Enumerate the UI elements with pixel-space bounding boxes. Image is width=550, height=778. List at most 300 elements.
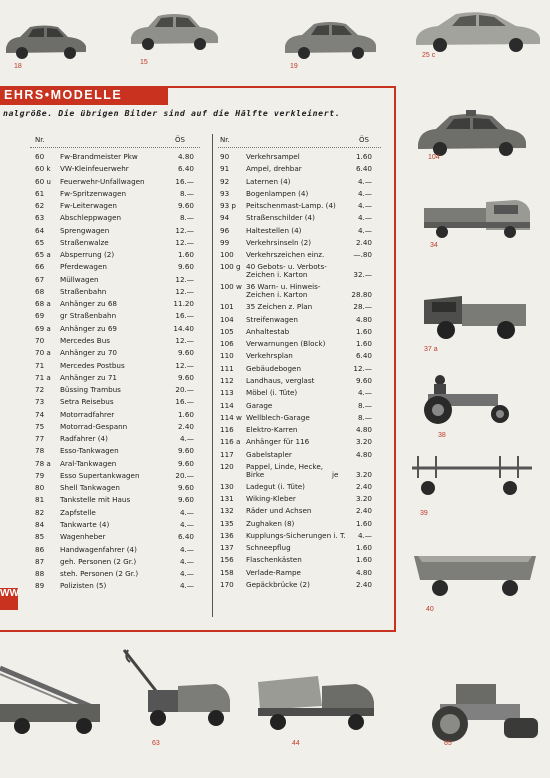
price-row xyxy=(220,424,372,436)
item-number: 84 xyxy=(35,519,45,529)
section-banner xyxy=(0,86,168,105)
item-price: 4.— xyxy=(179,544,194,554)
price-row xyxy=(35,360,195,372)
model-photo-ladder-truck xyxy=(0,648,112,738)
item-price: 4.80 xyxy=(177,152,194,161)
price-row xyxy=(35,249,195,261)
item-price: 4.— xyxy=(357,201,372,211)
photo-label: 15 xyxy=(140,59,148,66)
item-number: 135 xyxy=(220,518,234,528)
item-number: 106 xyxy=(220,339,234,349)
item-name: Verkehrsplan xyxy=(246,351,293,361)
item-name: VW-Kleinfeuerwehr xyxy=(60,164,129,174)
item-name: Anhänger zu 71 xyxy=(60,372,117,382)
item-number: 64 xyxy=(35,225,45,235)
item-number: 131 xyxy=(220,494,234,504)
item-price: 4.80 xyxy=(355,449,372,459)
price-row xyxy=(220,163,372,175)
price-row xyxy=(220,542,372,554)
item-name: Pferdewagen xyxy=(60,262,107,272)
item-price: 2.40 xyxy=(355,237,372,247)
col-nr-left: Nr. xyxy=(35,136,45,144)
item-name: Wellblech-Garage xyxy=(246,412,310,422)
item-price: 32.— xyxy=(353,270,372,280)
item-name: Anhänger zu 70 xyxy=(60,348,117,358)
item-name: Flaschenkästen xyxy=(246,555,302,565)
photo-label: 104 xyxy=(428,154,440,161)
price-row xyxy=(35,237,195,249)
price-row xyxy=(35,396,195,408)
item-number: 100 w xyxy=(220,282,242,292)
item-name: Handwagenfahrer (4) xyxy=(60,544,137,554)
item-price: 12.— xyxy=(175,225,194,235)
item-name: Tankwarte (4) xyxy=(60,519,110,529)
item-name: Mercedes Bus xyxy=(60,335,111,345)
item-number: 67 xyxy=(35,274,45,284)
item-name: Motorrad-Gespann xyxy=(60,421,128,431)
item-number: 60 u xyxy=(35,176,51,186)
price-row xyxy=(220,554,372,566)
col-nr-right: Nr. xyxy=(220,136,230,144)
item-price: 28.— xyxy=(353,302,372,312)
item-name: Gabelstapler xyxy=(246,449,292,459)
item-price: 4.— xyxy=(357,176,372,186)
item-name: Sprengwagen xyxy=(60,225,110,235)
price-row xyxy=(220,518,372,530)
price-row xyxy=(35,176,195,188)
item-number: 61 xyxy=(35,188,45,198)
photo-label: 63 xyxy=(152,740,160,747)
item-price: 20.— xyxy=(175,470,194,480)
price-row xyxy=(35,225,195,237)
model-photo-trailer-40 xyxy=(410,548,542,608)
item-price: 9.60 xyxy=(177,495,194,505)
price-row xyxy=(35,421,195,433)
item-number: 110 xyxy=(220,351,234,361)
photo-label: 38 xyxy=(438,432,446,439)
price-row xyxy=(220,579,372,591)
item-price: 2.40 xyxy=(355,579,372,589)
item-number: 156 xyxy=(220,555,234,565)
item-name: Zapfstelle xyxy=(60,507,96,517)
item-number: 100 g xyxy=(220,262,241,272)
item-number: 92 xyxy=(220,176,230,186)
price-row xyxy=(220,481,372,493)
price-row xyxy=(220,350,372,362)
item-number: 116 xyxy=(220,425,234,435)
item-name: geh. Personen (2 Gr.) xyxy=(60,556,137,566)
header-rule-right xyxy=(218,147,381,148)
item-number: 71 a xyxy=(35,372,51,382)
photo-label: 40 xyxy=(426,606,434,613)
item-number: 105 xyxy=(220,326,234,336)
item-number: 116 a xyxy=(220,437,241,447)
price-row xyxy=(220,212,372,224)
item-name: Fw-Brandmeister Pkw xyxy=(60,152,138,161)
item-number: 87 xyxy=(35,556,45,566)
item-price: 1.60 xyxy=(355,339,372,349)
price-row xyxy=(35,544,195,556)
price-row xyxy=(35,188,195,200)
item-number: 136 xyxy=(220,530,234,540)
item-name: Kupplungs-Sicherungen i. T. xyxy=(246,530,346,540)
price-row xyxy=(35,151,195,163)
photo-label: 65 xyxy=(444,740,452,747)
item-price: 8.— xyxy=(357,400,372,410)
item-number: 93 p xyxy=(220,201,236,211)
item-number: 62 xyxy=(35,201,45,211)
item-name: Pappel, Linde, Hecke, xyxy=(246,461,324,471)
item-price: 16.— xyxy=(175,176,194,186)
item-price: 1.60 xyxy=(355,326,372,336)
price-row xyxy=(35,433,195,445)
item-unit: je xyxy=(332,469,339,479)
item-number: 75 xyxy=(35,421,45,431)
item-name: Anhänger zu 68 xyxy=(60,299,117,309)
item-name: Fw-Spritzenwagen xyxy=(60,188,127,198)
item-price: 2.40 xyxy=(355,481,372,491)
model-photo-unimog-37a xyxy=(418,290,536,346)
price-row xyxy=(220,449,372,461)
item-price: 9.60 xyxy=(355,375,372,385)
item-name: Streifenwagen xyxy=(246,314,298,324)
item-number: 60 k xyxy=(35,164,51,174)
item-price: 12.— xyxy=(175,335,194,345)
item-name: Bogenlampen (4) xyxy=(246,188,309,198)
price-row xyxy=(35,212,195,224)
model-photo-trailer-39 xyxy=(408,448,538,508)
price-row xyxy=(220,400,372,412)
price-row xyxy=(35,556,195,568)
col-price-right: ÖS xyxy=(359,136,369,144)
item-price: 4.— xyxy=(357,213,372,223)
item-price: 4.— xyxy=(179,507,194,517)
item-name: Verkehrsampel xyxy=(246,152,300,161)
price-row xyxy=(220,493,372,505)
price-row xyxy=(35,531,195,543)
price-row xyxy=(35,372,195,384)
model-photo-car-15 xyxy=(128,10,220,55)
item-name: Wagenheber xyxy=(60,532,106,542)
item-name: Straßenwalze xyxy=(60,237,109,247)
item-price: 11.20 xyxy=(173,299,194,309)
item-name: Setra Reisebus xyxy=(60,397,114,407)
item-name: Schneepflug xyxy=(246,543,291,553)
price-row xyxy=(220,200,372,212)
item-price: 2.40 xyxy=(355,506,372,516)
item-price: 8.— xyxy=(357,412,372,422)
price-row xyxy=(220,301,372,313)
item-price: 4.— xyxy=(179,434,194,444)
item-price: 4.— xyxy=(179,519,194,529)
item-name: Wiking-Kleber xyxy=(246,494,296,504)
item-name: Fw-Leiterwagen xyxy=(60,201,117,211)
item-name: Absperrung (2) xyxy=(60,250,115,260)
item-name: Verkehrszeichen einz. xyxy=(246,250,325,260)
frame-bottom xyxy=(0,630,396,632)
item-price: 4.80 xyxy=(355,425,372,435)
price-row xyxy=(35,286,195,298)
item-number: 132 xyxy=(220,506,234,516)
column-divider xyxy=(212,134,213,617)
price-row xyxy=(220,461,372,481)
item-number: 80 xyxy=(35,483,45,493)
price-row xyxy=(35,507,195,519)
price-row xyxy=(220,436,372,448)
item-name: Landhaus, verglast xyxy=(246,375,315,385)
price-row xyxy=(35,274,195,286)
item-number: 78 a xyxy=(35,458,51,468)
item-price: 8.— xyxy=(179,188,194,198)
item-name: Müllwagen xyxy=(60,274,99,284)
header-rule-left xyxy=(30,147,200,148)
price-row xyxy=(35,323,195,335)
price-row xyxy=(220,176,372,188)
item-price: 4.80 xyxy=(355,314,372,324)
item-name: Anhaltestab xyxy=(246,326,290,336)
photo-label: 25 c xyxy=(422,52,436,59)
item-number: 137 xyxy=(220,543,234,553)
photo-label: 34 xyxy=(430,242,438,249)
item-price: 9.60 xyxy=(177,458,194,468)
item-name: Garage xyxy=(246,400,273,410)
item-number: 70 xyxy=(35,335,45,345)
item-price: 14.40 xyxy=(173,323,194,333)
price-row xyxy=(220,505,372,517)
item-number: 60 xyxy=(35,152,45,161)
item-name: Feuerwehr-Unfallwagen xyxy=(60,176,145,186)
price-row xyxy=(35,298,195,310)
item-name-cont: Zeichen i. Karton xyxy=(246,270,308,280)
item-name: Anhänger für 116 xyxy=(246,437,310,447)
price-row xyxy=(35,458,195,470)
price-row xyxy=(35,580,195,592)
model-photo-police-104 xyxy=(412,108,532,160)
item-name: steh. Personen (2 Gr.) xyxy=(60,569,139,579)
item-number: 74 xyxy=(35,409,45,419)
model-photo-car-25c xyxy=(412,6,544,54)
item-price: 6.40 xyxy=(177,164,194,174)
item-price: 16.— xyxy=(175,397,194,407)
price-row xyxy=(35,519,195,531)
item-name: Zughaken (8) xyxy=(246,518,295,528)
item-number: 113 xyxy=(220,388,234,398)
item-number: 90 xyxy=(220,152,230,161)
price-row xyxy=(220,261,372,281)
item-name: Aral-Tankwagen xyxy=(60,458,117,468)
item-number: 114 w xyxy=(220,412,242,422)
item-number: 72 xyxy=(35,385,45,395)
item-name: Räder und Achsen xyxy=(246,506,312,516)
item-number: 94 xyxy=(220,213,230,223)
item-number: 69 a xyxy=(35,323,51,333)
item-name: Gebäudebogen xyxy=(246,363,301,373)
item-name: Straßenschilder (4) xyxy=(246,213,315,223)
price-row xyxy=(220,225,372,237)
item-name: Radfahrer (4) xyxy=(60,434,108,444)
item-number: 112 xyxy=(220,375,234,385)
price-row xyxy=(35,470,195,482)
item-name: Verlade-Rampe xyxy=(246,567,301,577)
item-name: Ampel, drehbar xyxy=(246,164,302,174)
photo-label: 44 xyxy=(292,740,300,747)
item-number: 78 xyxy=(35,446,45,456)
item-number: 88 xyxy=(35,569,45,579)
item-price: 1.60 xyxy=(355,555,372,565)
item-number: 100 xyxy=(220,250,234,260)
item-number: 82 xyxy=(35,507,45,517)
item-name: Tankstelle mit Haus xyxy=(60,495,131,505)
item-number: 158 xyxy=(220,567,234,577)
item-name-cont: Birke xyxy=(246,469,265,479)
item-price: 1.60 xyxy=(177,409,194,419)
price-row xyxy=(220,338,372,350)
item-price: 9.60 xyxy=(177,372,194,382)
price-row xyxy=(35,409,195,421)
item-number: 93 xyxy=(220,188,230,198)
item-number: 68 xyxy=(35,286,45,296)
price-row xyxy=(220,314,372,326)
item-number: 79 xyxy=(35,470,45,480)
item-name: Elektro-Karren xyxy=(246,425,298,435)
item-price: 9.60 xyxy=(177,446,194,456)
item-name: Straßenbahn xyxy=(60,286,107,296)
price-list-right xyxy=(220,151,372,591)
price-row xyxy=(220,326,372,338)
photo-label: 39 xyxy=(420,510,428,517)
price-row xyxy=(220,530,372,542)
price-row xyxy=(35,200,195,212)
model-photo-car-18 xyxy=(2,22,88,62)
item-name: Mercedes Postbus xyxy=(60,360,125,370)
item-price: 6.40 xyxy=(355,164,372,174)
item-number: 104 xyxy=(220,314,234,324)
item-price: 1.60 xyxy=(355,152,372,161)
item-name: Verwarnungen (Block) xyxy=(246,339,326,349)
price-row xyxy=(220,281,372,301)
item-name: Abschleppwagen xyxy=(60,213,122,223)
price-row xyxy=(35,310,195,322)
price-row xyxy=(220,363,372,375)
item-name: Möbel (i. Tüte) xyxy=(246,388,298,398)
item-name: Verkehrsinseln (2) xyxy=(246,237,312,247)
price-row xyxy=(220,237,372,249)
item-name: Esso Supertankwagen xyxy=(60,470,140,480)
item-price: 1.60 xyxy=(177,250,194,260)
item-price: 8.— xyxy=(179,213,194,223)
price-row xyxy=(35,163,195,175)
item-price: 12.— xyxy=(353,363,372,373)
item-price: 3.20 xyxy=(355,494,372,504)
frame-right xyxy=(394,86,396,632)
item-price: 4.80 xyxy=(355,567,372,577)
item-number: 130 xyxy=(220,481,234,491)
item-name: Büssing Trambus xyxy=(60,385,121,395)
item-name: 36 Warn- u. Hinweis- xyxy=(246,282,321,292)
item-price: 12.— xyxy=(175,360,194,370)
item-price: 4.— xyxy=(357,530,372,540)
item-price: 4.— xyxy=(357,388,372,398)
col-price-left: ÖS xyxy=(175,136,185,144)
item-number: 120 xyxy=(220,461,234,471)
item-number: 65 xyxy=(35,237,45,247)
item-name: 35 Zeichen z. Plan xyxy=(246,302,313,312)
model-photo-truck-34 xyxy=(420,196,540,246)
item-number: 114 xyxy=(220,400,234,410)
item-price: 12.— xyxy=(175,237,194,247)
item-price: 4.— xyxy=(179,581,194,591)
item-name: Shell Tankwagen xyxy=(60,483,120,493)
item-price: 28.80 xyxy=(351,290,372,300)
price-row xyxy=(35,568,195,580)
item-name: Polizisten (5) xyxy=(60,581,107,591)
item-price: —.80 xyxy=(353,250,372,260)
price-row xyxy=(35,494,195,506)
item-number: 91 xyxy=(220,164,230,174)
item-price: 9.60 xyxy=(177,262,194,272)
item-price: 16.— xyxy=(175,311,194,321)
item-number: 85 xyxy=(35,532,45,542)
item-price: 6.40 xyxy=(177,532,194,542)
item-price: 20.— xyxy=(175,385,194,395)
item-price: 6.40 xyxy=(355,351,372,361)
price-row xyxy=(220,567,372,579)
item-price: 1.60 xyxy=(355,543,372,553)
item-price: 4.— xyxy=(179,556,194,566)
section-title: EHRS•MODELLE xyxy=(4,88,123,102)
item-number: 65 a xyxy=(35,250,51,260)
item-number: 70 a xyxy=(35,348,51,358)
item-price: 4.— xyxy=(179,569,194,579)
item-name: Peitschenmast-Lamp. (4) xyxy=(246,201,336,211)
item-name: Motorradfahrer xyxy=(60,409,115,419)
model-photo-dump-truck-44 xyxy=(252,666,382,738)
item-price: 3.20 xyxy=(355,469,372,479)
price-row xyxy=(35,384,195,396)
item-number: 68 a xyxy=(35,299,51,309)
price-row xyxy=(35,445,195,457)
price-row xyxy=(35,347,195,359)
price-row xyxy=(35,261,195,273)
price-row xyxy=(35,482,195,494)
item-number: 99 xyxy=(220,237,230,247)
price-row xyxy=(220,375,372,387)
item-number: 117 xyxy=(220,449,234,459)
item-number: 170 xyxy=(220,579,234,589)
item-name: 40 Gebots- u. Verbots- xyxy=(246,262,327,272)
item-name: Laternen (4) xyxy=(246,176,291,186)
model-photo-car-19 xyxy=(282,18,378,63)
item-name: Ladegut (i. Tüte) xyxy=(246,481,305,491)
item-price: 4.— xyxy=(357,188,372,198)
item-name-cont: Zeichen i. Karton xyxy=(246,290,308,300)
price-row xyxy=(220,387,372,399)
item-price: 9.60 xyxy=(177,483,194,493)
item-name: Gepäckbrücke (2) xyxy=(246,579,310,589)
item-name: Anhänger zu 69 xyxy=(60,323,117,333)
item-name: gr Straßenbahn xyxy=(60,311,117,321)
item-number: 69 xyxy=(35,311,45,321)
price-row xyxy=(220,412,372,424)
item-price: 1.60 xyxy=(355,518,372,528)
item-name: Esso-Tankwagen xyxy=(60,446,119,456)
item-price: 12.— xyxy=(175,286,194,296)
photo-label: 19 xyxy=(290,63,298,70)
wiking-logo: WW xyxy=(0,588,18,610)
item-number: 96 xyxy=(220,225,230,235)
item-price: 12.— xyxy=(175,274,194,284)
model-photo-roller-65 xyxy=(420,680,548,746)
